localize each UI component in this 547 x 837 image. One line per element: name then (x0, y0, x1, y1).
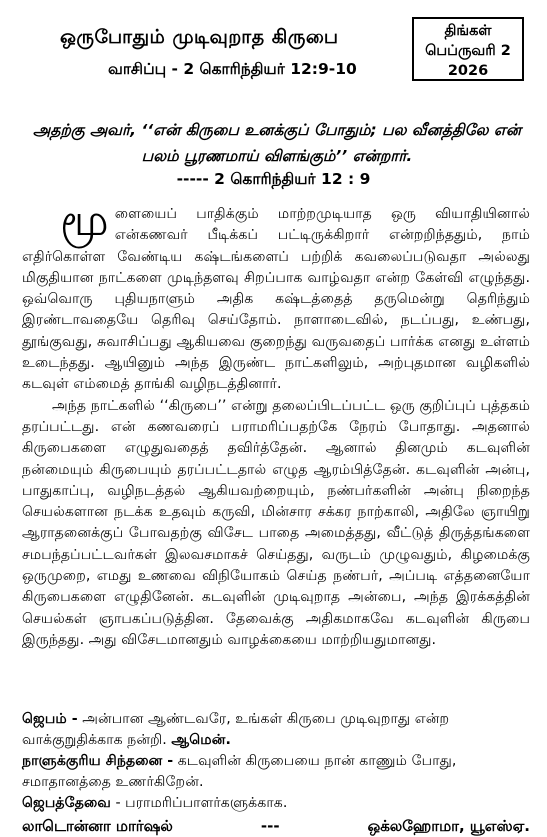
prayer (22, 709, 530, 751)
prayer-amen: ஆமென். (171, 732, 231, 748)
reading-reference: வாசிப்பு - 2 கொரிந்தியர் 12:9-10 (108, 60, 357, 78)
author-name: லாடொன்னா மார்ஷல் (22, 817, 173, 835)
key-verse: அதற்கு அவர், ‘‘என் கிருபை உனக்குப் போதும்; பல வீனத்திலே என் பலம் பூரணமாய் விளங்கும்’’ என்றார். (33, 121, 521, 165)
devotion-footer (22, 709, 530, 837)
paragraph-1-text: ளையைப் பாதிக்கும் மாற்றமுடியாத ஒரு வியாதியினால் என்கணவர் பீடிக்கப் பட்டிருக்கிறார் என்றறிந்ததும், நாம் எதிர்கொள்ள வேண்டிய கஷ்டங்களைப் பற்றிக் கவலைப்படுவதா அல்லது மிகுதியான நாட்களை முடிந்தளவு சிறப்பாக வாழ்வதா என்ற கேள்வி எழுந்தது. ஒவ்வொரு புதியநாளும் அதிக கஷ்டத்தைத் தருமென்று தெரிந்தும் இரண்டாவதையே தெரிவு செய்தோம். நாளாடைவில், நடப்பது, உண்பது, தூங்குவது, சுவாசிப்பது ஆகியவை குறைந்து வருவதைப் பார்க்க எனது உள்ளம் உடைந்தது. ஆயினும் அந்த இருண்ட நாட்களிலும், அற்புதமான வழிகளில் கடவுள் எம்மைத் தாங்கி வழிநடத்தினார். (22, 206, 530, 393)
thought-label: நாளுக்குரிய சிந்தனை - (22, 753, 174, 769)
verse-reference: ----- 2 கொரிந்தியர் 12 : 9 (176, 170, 371, 188)
prayer-text: அன்பான ஆண்டவரே, உங்கள் கிருபை முடிவுறாது என்ற வாக்குறுதிக்காக நன்றி. (22, 711, 450, 748)
drop-cap: மூ (60, 195, 109, 246)
intercession-text: - பராமரிப்பாளர்களுக்காக. (111, 795, 288, 811)
paragraph-1 (22, 195, 530, 396)
date-month: பெப்ருவரி 2 (425, 43, 511, 59)
devotion-body (22, 195, 530, 651)
thought-for-day (22, 751, 530, 793)
thought-text: கடவுளின் கிருபையை நான் காணும் போது, சமாதானத்தை உணர்கிறேன். (22, 753, 457, 790)
devotion-title: ஒருபோதும் முடிவுறாத கிருபை (60, 26, 339, 48)
author-location: ஒக்லஹோமா, யூஎஸ்ஏ. (367, 817, 530, 835)
date-day: திங்கள் (444, 23, 492, 39)
paragraph-2: அந்த நாட்களில் ‘‘கிருபை’’ என்று தலைப்பிடப்பட்ட ஒரு குறிப்புப் புத்தகம் தரப்பட்டது. என் கணவரைப் பராமரிப்பதற்கே நேரம் போதாது. அதனால் கிருபைகளை எழுதுவதைத் தவிர்த்தேன். ஆனால் தினமும் கடவுளின் நன்மையும் கிருபையும் தரப்பட்டதால் எழுத ஆரம்பித்தேன். கடவுளின் அன்பு, பாதுகாப்பு, வழிநடத்தல் ஆகியவற்றையும், நண்பர்களின் அன்பு நிறைந்த செயல்களான நடக்க உதவும் கருவி, மின்சார சக்கர நாற்காலி, அதிலே ஞாயிறு ஆராதனைக்குப் போவதற்கு விசேட பாதை அமைத்தது, வீட்டுத் திருத்தங்களை சமபந்தப்பட்டவர்கள் இலவசமாகச் செய்தது, வருடம் முழுவதும், கிழமைக்கு ஒருமுறை, எமது உணவை விநியோகம் செய்த நண்பர், அப்படி எத்தனையோ கிருபைகளை எழுதினேன். கடவுளின் முடிவுறாத அன்பை, அந்த இரக்கத்தின் செயல்கள் ஞாபகப்படுத்தின. தேவைக்கு அதிகமாகவே கடவுளின் கிருபை இருந்தது. அது விசேடமானதும் வாழக்கையை மாற்றியதுமானது. (22, 397, 530, 648)
date-box (412, 17, 524, 81)
prayer-need (22, 793, 530, 814)
intercession-label: ஜெபத்தேவை (22, 795, 111, 811)
date-year: 2026 (447, 63, 489, 79)
prayer-label: ஜெபம் - (22, 711, 78, 727)
author-line (22, 816, 530, 837)
author-separator: --- (260, 817, 280, 835)
